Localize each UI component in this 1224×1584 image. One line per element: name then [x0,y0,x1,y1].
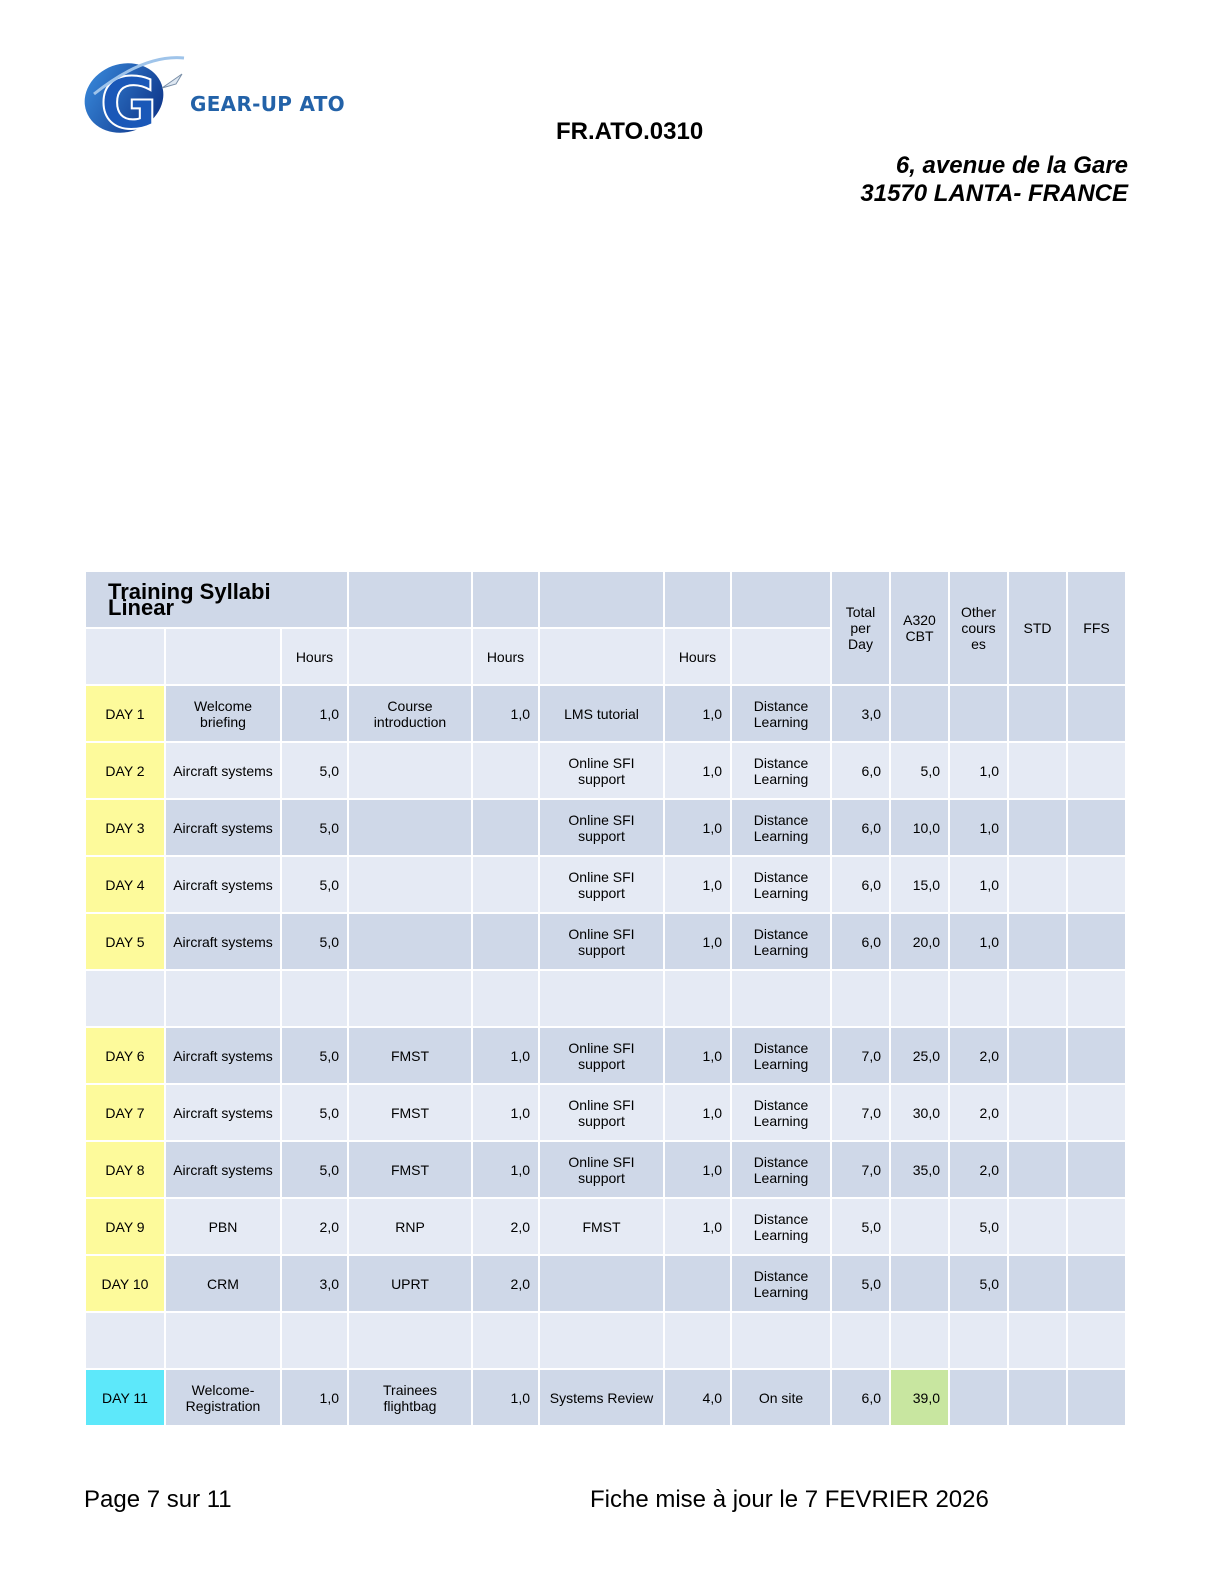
hours-a: 2,0 [281,1198,348,1255]
day-label: DAY 10 [85,1255,165,1312]
delivery-mode: Distance Learning [731,1084,831,1141]
day-label: DAY 6 [85,1027,165,1084]
hours-header: Hours [281,628,348,685]
a320-cbt: 30,0 [890,1084,949,1141]
other-courses: 1,0 [949,913,1008,970]
hours-a: 5,0 [281,1084,348,1141]
std-cell [1008,1255,1067,1312]
ffs-cell [1067,1084,1126,1141]
topic-b: Course introduction [348,685,472,742]
hours-header: Hours [664,628,731,685]
day-label: DAY 9 [85,1198,165,1255]
col-std: STD [1008,571,1067,685]
day-label: DAY 7 [85,1084,165,1141]
topic-b: RNP [348,1198,472,1255]
hours-a: 1,0 [281,1369,348,1426]
total-per-day: 6,0 [831,856,890,913]
header-row-1 [85,571,1126,628]
delivery-mode: Distance Learning [731,1141,831,1198]
company-logo [84,54,344,138]
std-cell [1008,742,1067,799]
hours-c: 1,0 [664,685,731,742]
topic-b [348,799,472,856]
topic-a: Welcome briefing [165,685,281,742]
ffs-cell [1067,685,1126,742]
other-courses: 2,0 [949,1027,1008,1084]
topic-c: Online SFI support [539,856,664,913]
col-total-per-day: Total per Day [831,571,890,685]
std-cell [1008,1084,1067,1141]
total-per-day: 6,0 [831,799,890,856]
total-per-day: 7,0 [831,1084,890,1141]
topic-c: Online SFI support [539,913,664,970]
hours-b: 1,0 [472,1369,539,1426]
other-courses [949,1369,1008,1426]
page-number: Page 7 sur 11 [84,1486,232,1513]
delivery-mode: Distance Learning [731,1255,831,1312]
topic-a: Aircraft systems [165,799,281,856]
hours-a: 5,0 [281,1141,348,1198]
topic-c: FMST [539,1198,664,1255]
table-row [85,1084,1126,1141]
hours-c: 4,0 [664,1369,731,1426]
a320-cbt: 10,0 [890,799,949,856]
std-cell [1008,1198,1067,1255]
a320-cbt: 39,0 [890,1369,949,1426]
other-courses: 2,0 [949,1084,1008,1141]
delivery-mode: Distance Learning [731,799,831,856]
hours-b [472,742,539,799]
total-per-day: 6,0 [831,913,890,970]
std-cell [1008,685,1067,742]
ffs-cell [1067,913,1126,970]
hours-b: 2,0 [472,1255,539,1312]
delivery-mode: Distance Learning [731,685,831,742]
table-row [85,1198,1126,1255]
address [860,152,1128,208]
hours-c: 1,0 [664,1141,731,1198]
hours-c: 1,0 [664,1198,731,1255]
topic-a: Aircraft systems [165,1027,281,1084]
topic-b [348,913,472,970]
logo-text: GEAR-UP ATO [190,92,345,116]
topic-b: FMST [348,1027,472,1084]
hours-c [664,1255,731,1312]
table-row [85,1369,1126,1426]
std-cell [1008,799,1067,856]
std-cell [1008,1027,1067,1084]
table-row [85,685,1126,742]
table-row [85,1255,1126,1312]
delivery-mode: Distance Learning [731,742,831,799]
topic-b: UPRT [348,1255,472,1312]
topic-b: FMST [348,1141,472,1198]
other-courses: 5,0 [949,1255,1008,1312]
spacer-row [85,1312,1126,1369]
col-other-courses: Other cours es [949,571,1008,685]
hours-header: Hours [472,628,539,685]
day-label: DAY 4 [85,856,165,913]
total-per-day: 7,0 [831,1027,890,1084]
table-row [85,799,1126,856]
ffs-cell [1067,1255,1126,1312]
other-courses: 2,0 [949,1141,1008,1198]
col-ffs: FFS [1067,571,1126,685]
table-row [85,1141,1126,1198]
topic-c: Systems Review [539,1369,664,1426]
day-label: DAY 2 [85,742,165,799]
hours-a: 3,0 [281,1255,348,1312]
hours-a: 5,0 [281,799,348,856]
hours-c: 1,0 [664,742,731,799]
hours-a: 5,0 [281,856,348,913]
svg-text:G: G [100,63,158,138]
topic-c: Online SFI support [539,1027,664,1084]
topic-c [539,1255,664,1312]
hours-b [472,913,539,970]
day-label: DAY 11 [85,1369,165,1426]
topic-b: Trainees flightbag [348,1369,472,1426]
hours-c: 1,0 [664,913,731,970]
topic-b [348,856,472,913]
hours-b: 1,0 [472,685,539,742]
hours-c: 1,0 [664,1084,731,1141]
topic-a: CRM [165,1255,281,1312]
topic-a: Aircraft systems [165,913,281,970]
total-per-day: 7,0 [831,1141,890,1198]
other-courses: 1,0 [949,799,1008,856]
hours-a: 1,0 [281,685,348,742]
total-per-day: 5,0 [831,1198,890,1255]
hours-c: 1,0 [664,1027,731,1084]
topic-b [348,742,472,799]
day-label: DAY 3 [85,799,165,856]
a320-cbt [890,1255,949,1312]
topic-c: Online SFI support [539,1084,664,1141]
table-row [85,856,1126,913]
a320-cbt: 25,0 [890,1027,949,1084]
delivery-mode: Distance Learning [731,913,831,970]
std-cell [1008,913,1067,970]
spacer-row [85,970,1126,1027]
topic-c: Online SFI support [539,742,664,799]
table-row [85,913,1126,970]
ffs-cell [1067,1198,1126,1255]
topic-c: Online SFI support [539,1141,664,1198]
std-cell [1008,856,1067,913]
a320-cbt [890,1198,949,1255]
training-syllabi-table [84,570,1127,1427]
hours-a: 5,0 [281,913,348,970]
table-row [85,742,1126,799]
total-per-day: 3,0 [831,685,890,742]
hours-c: 1,0 [664,856,731,913]
hours-b [472,799,539,856]
other-courses: 5,0 [949,1198,1008,1255]
topic-a: Aircraft systems [165,1084,281,1141]
a320-cbt: 5,0 [890,742,949,799]
ffs-cell [1067,1141,1126,1198]
gear-up-logo-icon [84,54,194,138]
hours-c: 1,0 [664,799,731,856]
other-courses: 1,0 [949,742,1008,799]
a320-cbt: 15,0 [890,856,949,913]
std-cell [1008,1369,1067,1426]
day-label: DAY 5 [85,913,165,970]
hours-b: 2,0 [472,1198,539,1255]
topic-c: Online SFI support [539,799,664,856]
topic-a: Aircraft systems [165,742,281,799]
col-a320-cbt: A320 CBT [890,571,949,685]
hours-a: 5,0 [281,1027,348,1084]
ffs-cell [1067,799,1126,856]
total-per-day: 6,0 [831,1369,890,1426]
update-date: Fiche mise à jour le 7 FEVRIER 2026 [590,1486,989,1513]
total-per-day: 5,0 [831,1255,890,1312]
ffs-cell [1067,1369,1126,1426]
table-row [85,1027,1126,1084]
total-per-day: 6,0 [831,742,890,799]
topic-a: PBN [165,1198,281,1255]
delivery-mode: Distance Learning [731,856,831,913]
topic-b: FMST [348,1084,472,1141]
hours-a: 5,0 [281,742,348,799]
address-line-1: 6, avenue de la Gare [895,152,1128,179]
hours-b [472,856,539,913]
std-cell [1008,1141,1067,1198]
delivery-mode: Distance Learning [731,1027,831,1084]
a320-cbt: 35,0 [890,1141,949,1198]
topic-a: Aircraft systems [165,856,281,913]
topic-c: LMS tutorial [539,685,664,742]
topic-a: Aircraft systems [165,1141,281,1198]
topic-a: Welcome-Registration [165,1369,281,1426]
other-courses: 1,0 [949,856,1008,913]
hours-b: 1,0 [472,1027,539,1084]
ffs-cell [1067,856,1126,913]
delivery-mode: Distance Learning [731,1198,831,1255]
a320-cbt [890,685,949,742]
hours-b: 1,0 [472,1084,539,1141]
ffs-cell [1067,742,1126,799]
hours-b: 1,0 [472,1141,539,1198]
other-courses [949,685,1008,742]
table-title: Training Syllabi Linear [85,571,348,628]
address-line-2: 31570 LANTA- FRANCE [860,180,1128,207]
day-label: DAY 8 [85,1141,165,1198]
ffs-cell [1067,1027,1126,1084]
delivery-mode: On site [731,1369,831,1426]
ato-code: FR.ATO.0310 [556,118,704,145]
day-label: DAY 1 [85,685,165,742]
a320-cbt: 20,0 [890,913,949,970]
